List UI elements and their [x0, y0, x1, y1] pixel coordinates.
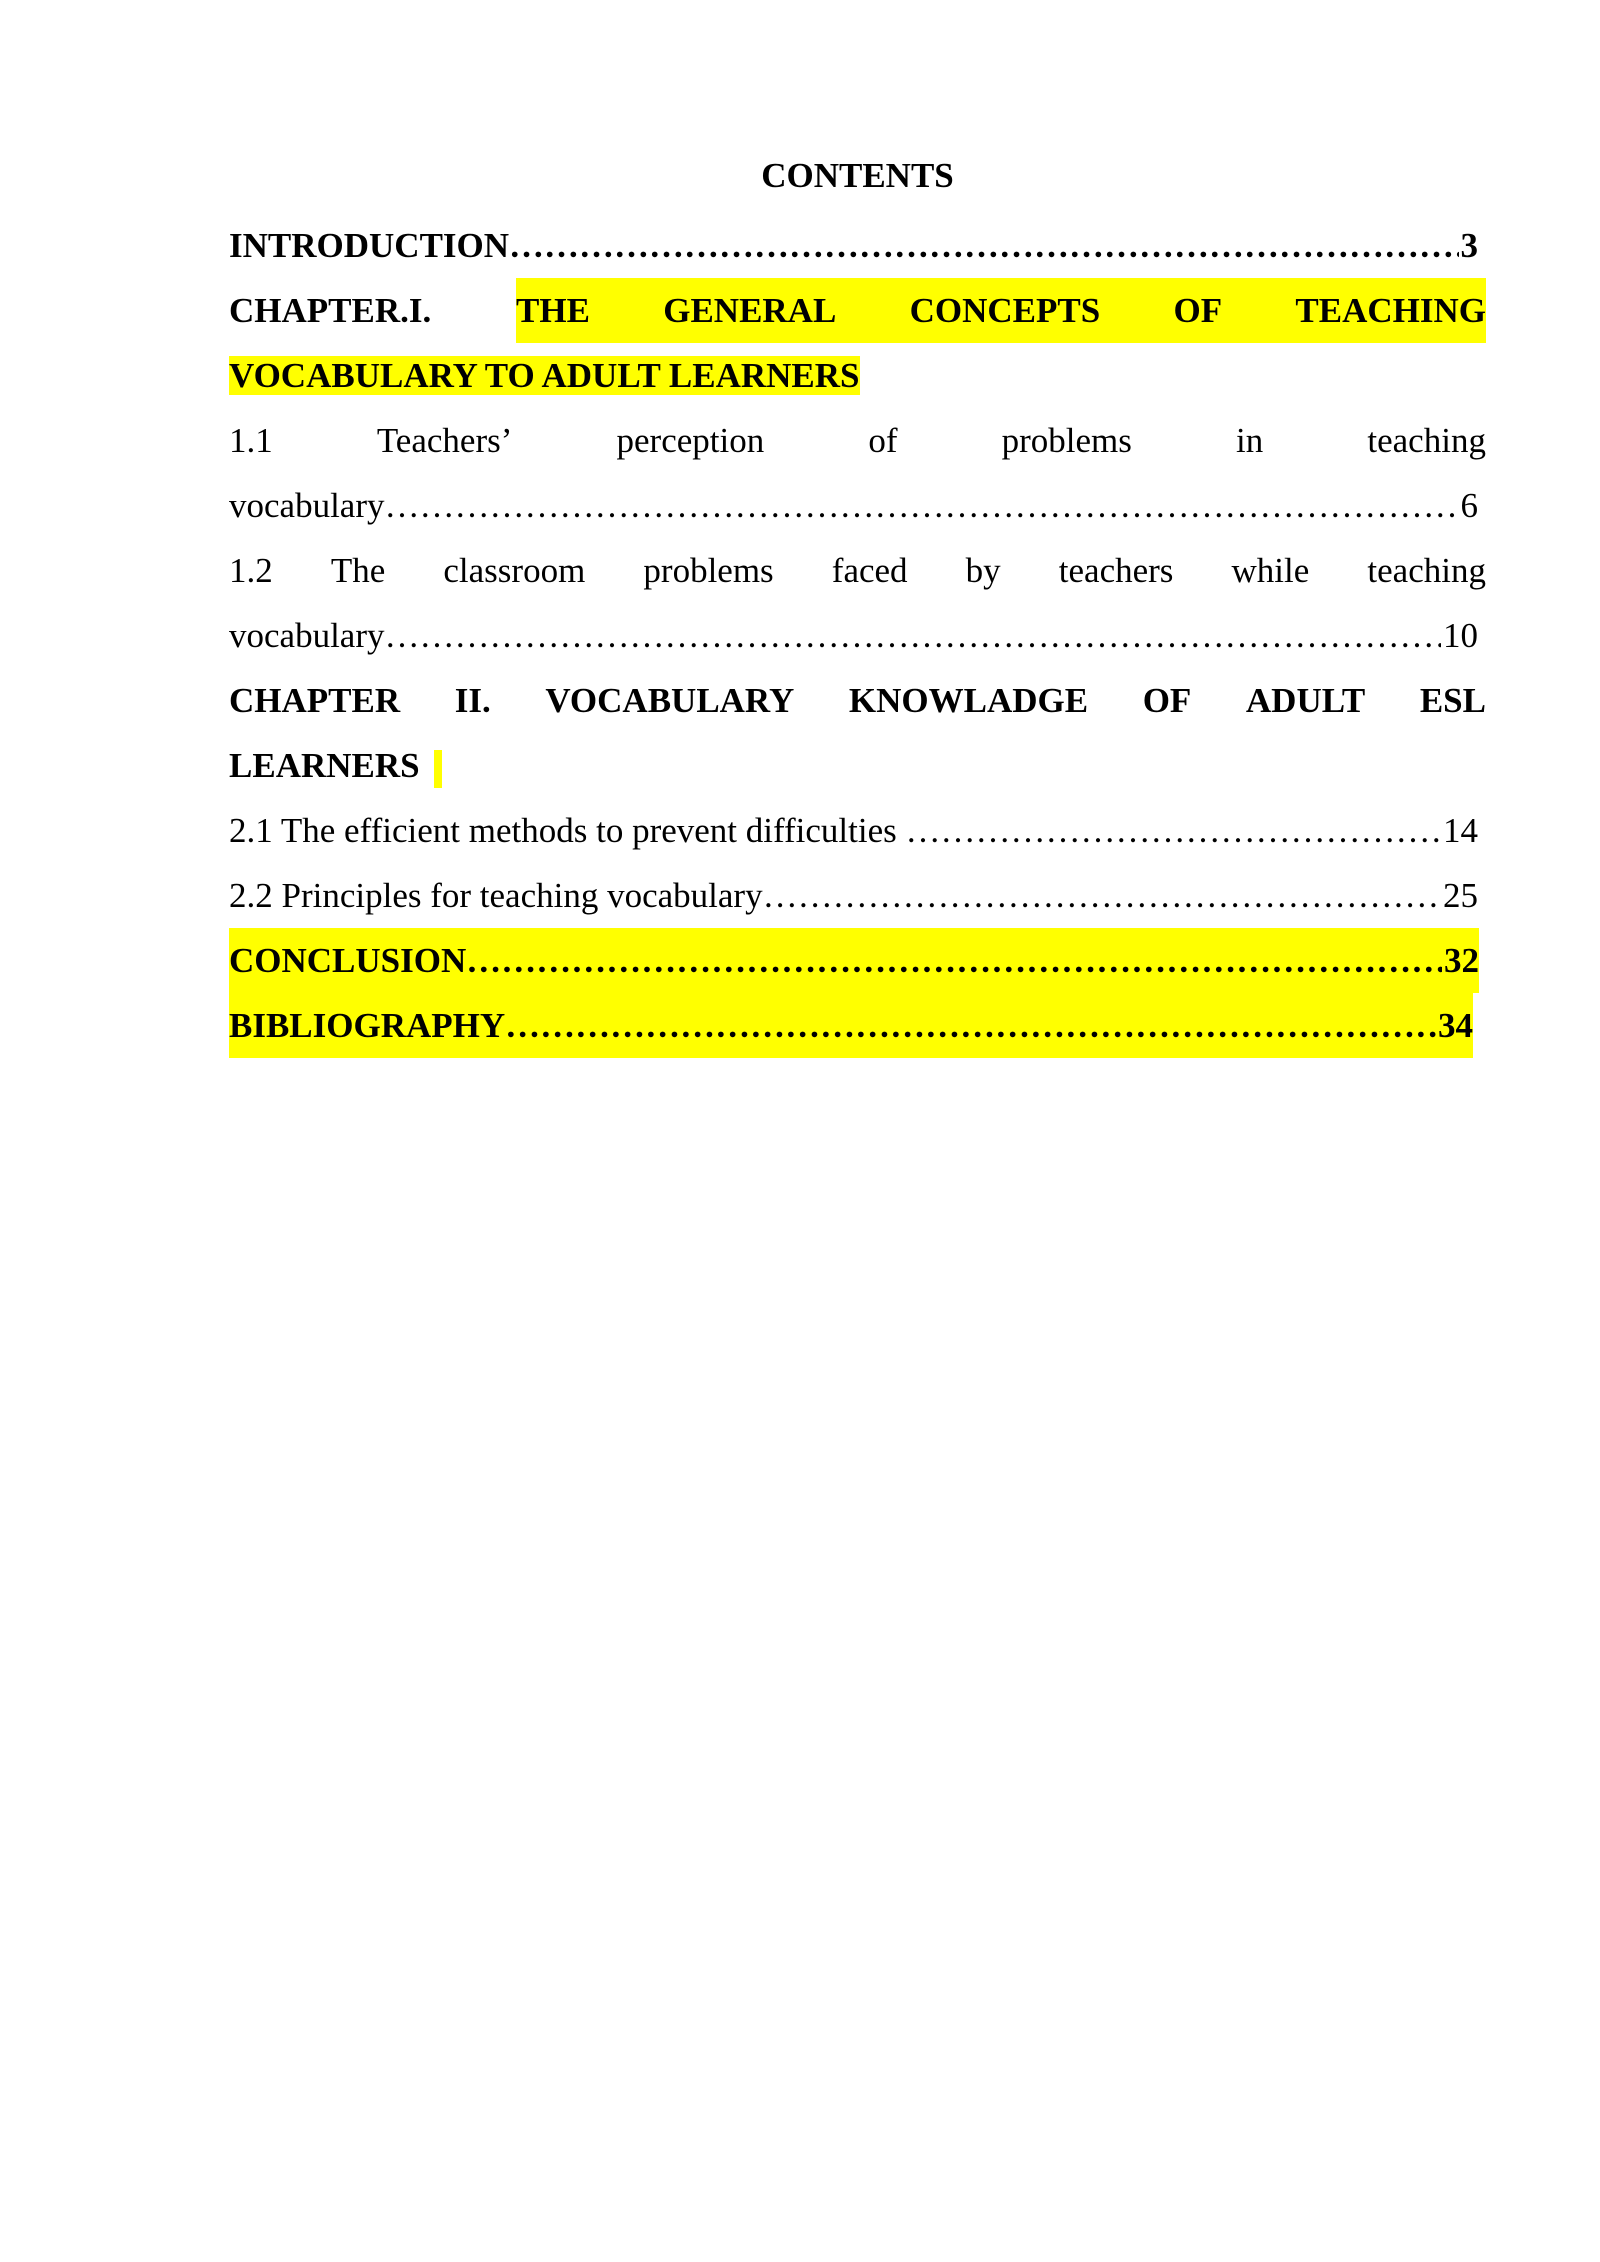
toc-entry-2-2[interactable]	[229, 863, 1486, 928]
highlighted-heading: VOCABULARY TO ADULT LEARNERS	[229, 356, 860, 395]
toc-page-number: 25	[1443, 876, 1478, 915]
toc-page-number: 14	[1443, 811, 1478, 850]
toc-chapter-prefix: CHAPTER.I.	[229, 291, 432, 330]
toc-entry-2-1[interactable]	[229, 798, 1486, 863]
heading-word: CONCEPTS	[909, 291, 1101, 330]
toc-word: teaching	[1367, 421, 1486, 460]
heading-word: KNOWLADGE	[848, 681, 1089, 720]
toc-entry-chapter-2-continued[interactable]	[229, 733, 1486, 798]
toc-page-number: 3	[1460, 226, 1478, 265]
toc-page-number: 10	[1443, 616, 1478, 655]
toc-entry-1-2-continued[interactable]	[229, 603, 1486, 668]
heading-word: ESL	[1419, 681, 1486, 720]
toc-entry-chapter-2[interactable]	[229, 668, 1486, 733]
toc-entry-introduction[interactable]	[229, 213, 1486, 278]
highlight-mark	[434, 750, 442, 788]
highlighted-heading	[516, 278, 1486, 343]
toc-word: 1.2	[229, 551, 273, 590]
toc-label: vocabulary	[229, 486, 385, 525]
toc-entry-1-2[interactable]	[229, 538, 1486, 603]
toc-leader-dots	[509, 213, 1458, 278]
toc-word: 1.1	[229, 421, 273, 460]
heading-word: ADULT	[1245, 681, 1366, 720]
toc-leader-dots	[906, 798, 1441, 863]
toc-label: BIBLIOGRAPHY	[229, 1006, 506, 1045]
heading-word: OF	[1173, 291, 1223, 330]
toc-label: LEARNERS	[229, 746, 420, 785]
toc-entry-chapter-1-continued[interactable]	[229, 343, 1486, 408]
toc-leader-dots	[384, 473, 1458, 538]
toc-word: of	[868, 421, 898, 460]
heading-word: THE	[516, 291, 590, 330]
toc-word: teaching	[1367, 551, 1486, 590]
toc-label: CONCLUSION	[229, 941, 467, 980]
toc-leader-dots	[505, 993, 1436, 1058]
toc-word: classroom	[443, 551, 586, 590]
contents-title: CONTENTS	[761, 156, 954, 195]
toc-word: faced	[831, 551, 908, 590]
toc-label: vocabulary	[229, 616, 385, 655]
toc-label: 2.2 Principles for teaching vocabulary	[229, 876, 763, 915]
toc-entry-bibliography[interactable]	[229, 993, 1486, 1058]
toc-word: teachers	[1058, 551, 1174, 590]
toc-entry-conclusion[interactable]	[229, 928, 1486, 993]
toc-entry-chapter-1[interactable]	[229, 278, 1486, 343]
toc-page-number: 32	[1444, 941, 1479, 980]
toc-word: problems	[1001, 421, 1132, 460]
toc-word: by	[965, 551, 1001, 590]
toc-page-number: 34	[1438, 1006, 1473, 1045]
toc-word: The	[330, 551, 386, 590]
heading-word: OF	[1142, 681, 1192, 720]
toc-entry-1-1[interactable]	[229, 408, 1486, 473]
highlighted-heading	[229, 928, 1479, 993]
toc-word: in	[1236, 421, 1264, 460]
table-of-contents	[229, 148, 1486, 1058]
heading-word: GENERAL	[663, 291, 837, 330]
heading-word: CHAPTER	[229, 681, 401, 720]
toc-word: Teachers’	[376, 421, 513, 460]
toc-word: problems	[643, 551, 774, 590]
toc-leader-dots	[763, 863, 1441, 928]
toc-entry-1-1-continued[interactable]	[229, 473, 1486, 538]
heading-word: II.	[454, 681, 491, 720]
heading-word: VOCABULARY	[545, 681, 795, 720]
toc-page-number: 6	[1460, 486, 1478, 525]
toc-leader-dots	[466, 928, 1442, 993]
toc-label: INTRODUCTION	[229, 226, 510, 265]
toc-leader-dots	[384, 603, 1441, 668]
toc-word: while	[1231, 551, 1310, 590]
heading-word: TEACHING	[1295, 291, 1486, 330]
highlighted-heading	[229, 993, 1473, 1058]
toc-word: perception	[616, 421, 765, 460]
toc-label: 2.1 The efficient methods to prevent difficulties	[229, 811, 906, 850]
